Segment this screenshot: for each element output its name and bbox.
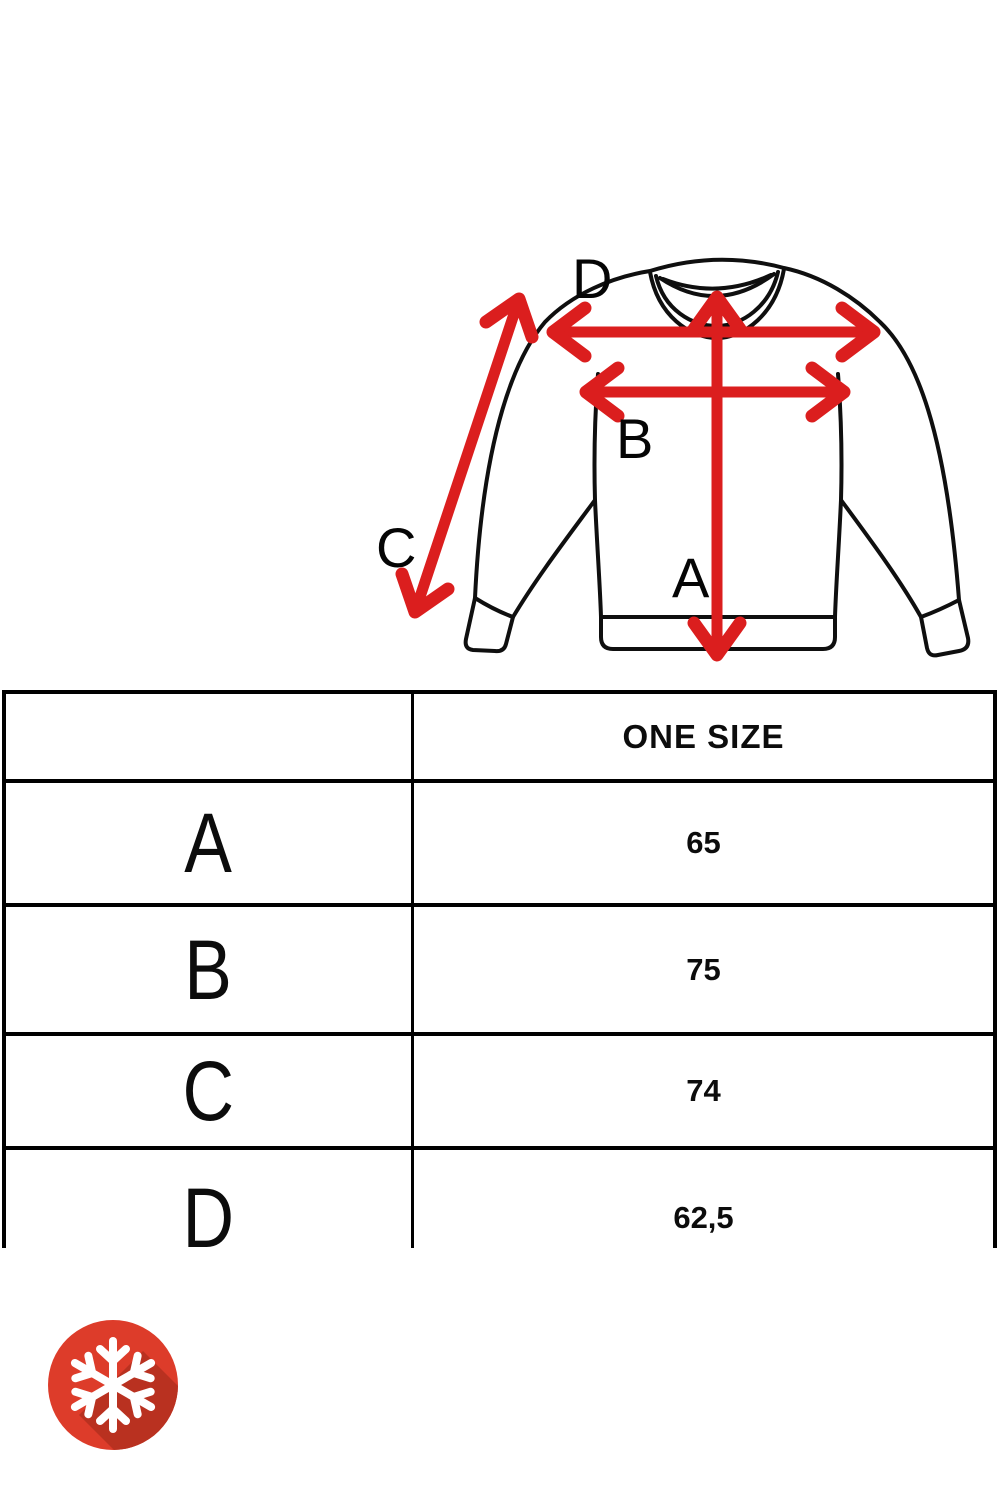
row-label: C bbox=[182, 1044, 235, 1138]
row-label-cell bbox=[6, 907, 414, 1032]
header-size-label: ONE SIZE bbox=[622, 717, 785, 755]
table-row bbox=[6, 783, 993, 907]
row-label: B bbox=[184, 922, 233, 1017]
row-value: 65 bbox=[686, 825, 721, 860]
row-value: 74 bbox=[686, 1073, 721, 1108]
sweater-measurement-diagram bbox=[0, 0, 1000, 680]
size-table-header-row bbox=[6, 694, 993, 783]
sweater-diagram-svg bbox=[0, 0, 1000, 680]
row-value-cell bbox=[414, 1036, 993, 1146]
diagram-label-d: D bbox=[572, 247, 613, 310]
header-size-cell bbox=[414, 694, 993, 779]
row-label-cell bbox=[6, 1150, 414, 1248]
diagram-label-b: B bbox=[616, 407, 654, 470]
diagram-label-c: C bbox=[376, 516, 417, 579]
table-row bbox=[6, 907, 993, 1036]
row-value-cell bbox=[414, 1150, 993, 1248]
table-row bbox=[6, 1036, 993, 1150]
row-value-cell bbox=[414, 783, 993, 903]
row-value: 75 bbox=[686, 951, 721, 987]
row-label-cell bbox=[6, 1036, 414, 1146]
row-label: D bbox=[182, 1170, 235, 1248]
row-value: 62,5 bbox=[673, 1199, 734, 1235]
table-row bbox=[6, 1150, 993, 1248]
cold-wash-badge bbox=[42, 1314, 186, 1458]
header-measure-cell bbox=[6, 694, 414, 779]
size-table bbox=[2, 690, 997, 1248]
diagram-label-a: A bbox=[672, 546, 710, 609]
row-value-cell bbox=[414, 907, 993, 1032]
row-label: A bbox=[184, 796, 233, 890]
row-label-cell bbox=[6, 783, 414, 903]
snowflake-icon bbox=[42, 1314, 186, 1458]
